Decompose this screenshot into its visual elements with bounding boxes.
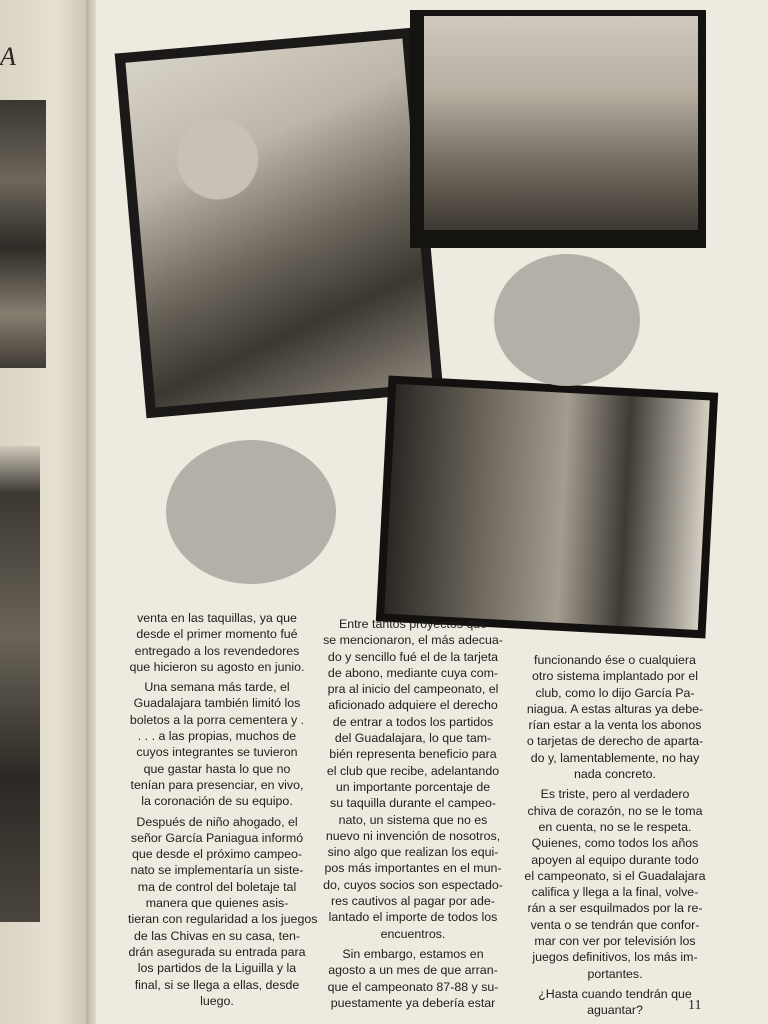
text-line: do y sencillo fué el de la tarjeta (327, 649, 499, 664)
text-line: puestamente ya debería estar (330, 995, 496, 1010)
text-line: . . . a las propias, muchos de (137, 729, 297, 744)
text-line: nato, un sistema que no es (338, 812, 488, 827)
decorative-circle-top (494, 254, 640, 386)
article-column-3 (520, 652, 710, 1019)
text-line: nuevo ni invención de nosotros, (325, 828, 501, 843)
text-line: el club que recibe, adelantando (326, 763, 500, 778)
text-line: del Guadalajara, lo que tam- (334, 731, 492, 746)
text-line: que gastar hasta lo que no (143, 761, 291, 776)
text-line: lantado el importe de todos los (328, 910, 498, 925)
text-line: sino algo que realizan los equi- (327, 845, 499, 860)
text-line: un importante porcentaje de (335, 779, 491, 794)
text-line: Es triste, pero al verdadero (540, 787, 690, 802)
text-line: bién representa beneficio para (329, 747, 497, 762)
text-line: el campeonato, si el Guadalajara (524, 868, 706, 883)
text-line: ¿Hasta cuando tendrán que (538, 986, 692, 1001)
text-line: portantes. (587, 966, 643, 981)
article-column-1 (128, 610, 318, 1009)
text-line: luego. (200, 993, 234, 1008)
text-line: venta en las taquillas, ya que (137, 611, 297, 625)
text-line: la coronación de su equipo. (141, 794, 293, 809)
text-line: pra al inicio del campeonato, el (327, 682, 499, 697)
text-line: agosto a un mes de que arran- (328, 963, 498, 978)
text-line: de entrar a todos los partidos (332, 714, 494, 729)
text-line: encuentros. (380, 926, 446, 941)
text-line: aficionado adquiere el derecho (328, 698, 498, 713)
text-line: rán a ser esquilmados por la re- (527, 901, 703, 916)
text-line: nato se implementaría un siste- (130, 863, 304, 878)
text-line: Entre tantos proyectos que (338, 617, 488, 631)
text-line: do y, lamentablemente, no hay (530, 750, 700, 765)
article-column-2 (320, 616, 506, 1011)
text-line: pos más importantes en el mun- (324, 861, 502, 876)
text-line: otro sistema implantado por el (532, 669, 698, 684)
text-line: que hicieron su agosto en junio. (129, 659, 305, 674)
text-line: su taquilla durante el campeo- (330, 796, 496, 811)
text-line: funcionando ése o cualquiera (534, 653, 696, 667)
text-line: Una semana más tarde, el (144, 680, 290, 695)
text-line: apoyen al equipo durante todo (531, 852, 699, 867)
previous-page-photo-bottom (0, 446, 40, 922)
text-line: se mencionaron, el más adecua- (323, 633, 503, 648)
text-line: los partidos de la Liguilla y la (137, 961, 297, 976)
page-number: 11 (688, 998, 702, 1013)
text-line: final, si se llega a ellas, desde (134, 977, 300, 992)
text-line: niagua. A estas alturas ya debe- (526, 701, 704, 716)
text-line: aguantar? (587, 1003, 643, 1018)
text-line: en cuenta, no se le respeta. (538, 819, 692, 834)
photo-men-talking (376, 376, 718, 639)
text-line: nada concreto. (574, 767, 656, 782)
text-line: Quienes, como todos los años (531, 836, 699, 851)
previous-page (0, 0, 92, 1024)
text-line: desde el primer momento fué (136, 627, 298, 642)
text-line: mar con ver por televisión los (534, 934, 696, 949)
photo-two-men-seated (410, 10, 706, 248)
text-line: ma de control del boletaje tal (137, 879, 297, 894)
text-line: rían estar a la venta los abonos (528, 718, 702, 733)
text-line: que el campeonato 87-88 y su- (327, 979, 499, 994)
text-line: club, como lo dijo García Pa- (535, 685, 695, 700)
decorative-circle-bottom (166, 440, 336, 584)
text-line: tenían para presenciar, en vivo, (130, 777, 304, 792)
text-line: do, cuyos socios son espectado- (323, 877, 503, 892)
text-line: venta o se tendrán que confor- (530, 917, 700, 932)
text-line: señor García Paniagua informó (130, 830, 304, 845)
previous-page-heading-fragment: A (0, 42, 16, 71)
text-line: Guadalajara también limitó los (133, 696, 301, 711)
text-line: califica y llega a la final, volve- (531, 885, 699, 900)
text-line: que desde el próximo campeo- (131, 847, 303, 862)
text-line: res cautivos al pagar por ade- (331, 894, 495, 909)
text-line: tieran con regularidad a los juegos (128, 912, 318, 927)
previous-page-photo-top (0, 100, 46, 368)
text-line: o tarjetas de derecho de aparta- (526, 734, 704, 749)
text-line: cuyos integrantes se tuvieron (136, 745, 298, 760)
text-line: juegos definitivos, los más im- (532, 950, 698, 965)
text-line: entregado a los revendedores (134, 643, 300, 658)
text-line: drán asegurada su entrada para (128, 944, 306, 959)
text-line: boletos a la porra cementera y . (129, 712, 305, 727)
text-line: Sin embargo, estamos en (342, 946, 484, 961)
text-line: de abono, mediante cuya com- (327, 665, 499, 680)
text-line: chiva de corazón, no se le toma (527, 803, 703, 818)
photo-man-with-briefcase (115, 28, 444, 419)
text-line: manera que quienes asis- (145, 896, 289, 911)
text-line: Después de niño ahogado, el (136, 814, 298, 829)
text-line: de las Chivas en su casa, ten- (134, 928, 300, 943)
